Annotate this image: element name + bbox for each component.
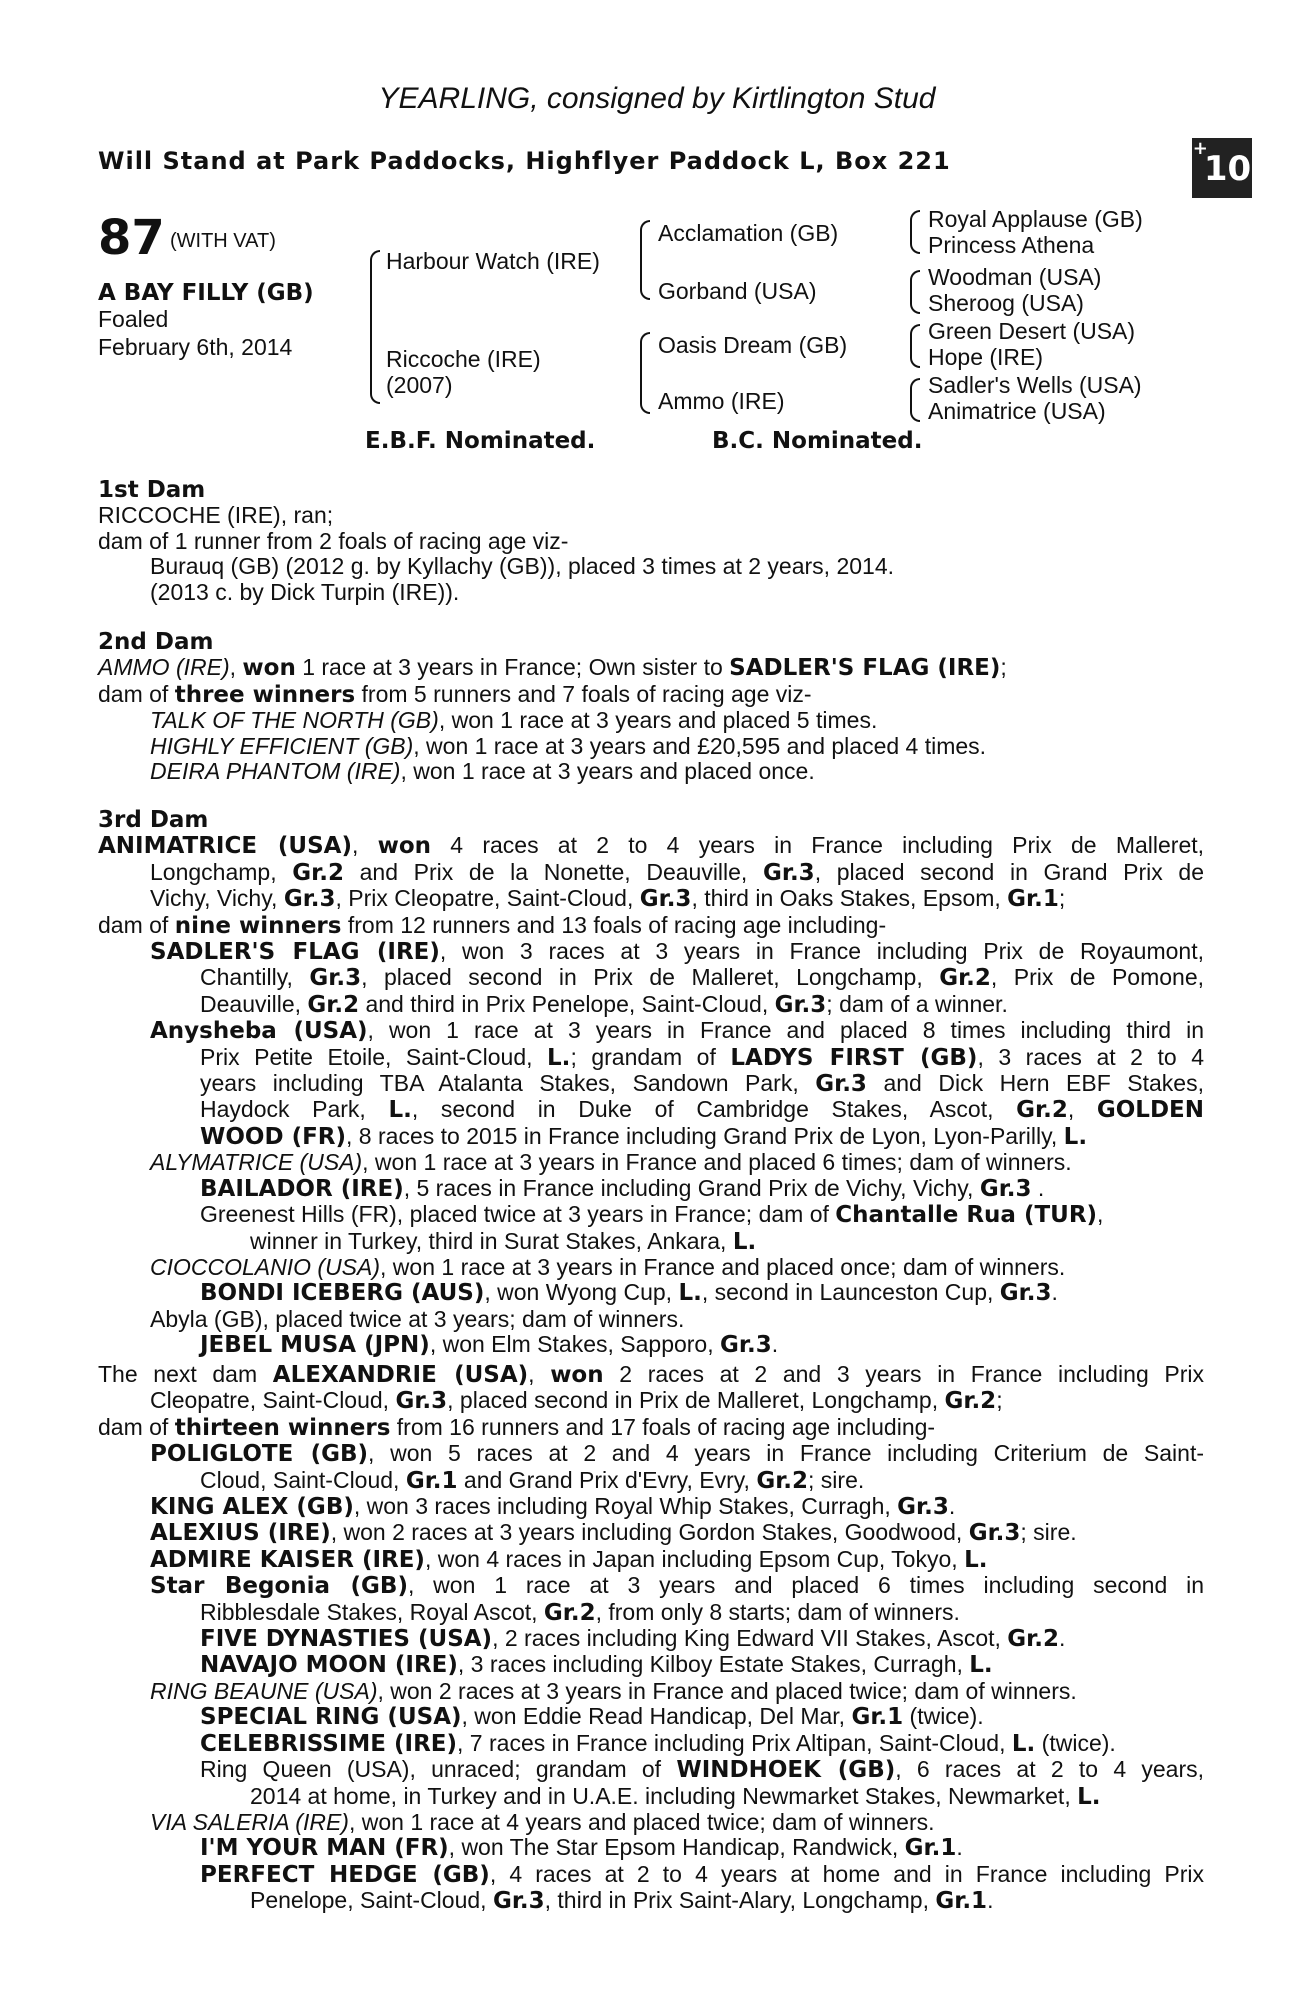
pedigree-g1: Royal Applause (GB) bbox=[928, 206, 1143, 232]
winner-name: TALK OF THE NORTH (GB) bbox=[150, 707, 439, 734]
pedigree-brace-g4 bbox=[910, 378, 920, 422]
next-dam-line bbox=[98, 1415, 1204, 1441]
text-run: and third in Prix Penelope, Saint-Cloud, bbox=[359, 990, 775, 1017]
bold-text: CELEBRISSIME (IRE) bbox=[200, 1730, 458, 1757]
text-run: , 7 races in France including Prix Altipan, Saint-Cloud, bbox=[457, 1729, 1012, 1756]
bold-text: Gr.2 bbox=[307, 991, 360, 1018]
text-run: . bbox=[1058, 1625, 1066, 1652]
text-run: , third in Prix Saint-Alary, Longchamp, bbox=[544, 1887, 936, 1914]
bold-text: L. bbox=[964, 1546, 988, 1573]
bold-text: KING ALEX (GB) bbox=[150, 1494, 354, 1521]
third-dam-line bbox=[98, 1045, 1204, 1071]
text-run: dam of bbox=[98, 911, 175, 938]
text-run: Prix Petite Etoile, Saint-Cloud, bbox=[200, 1043, 548, 1070]
text-run: , second in Duke of Cambridge Stakes, Ascot, bbox=[411, 1096, 1017, 1123]
bold-text: Gr.3 bbox=[492, 1888, 545, 1915]
text-run: . bbox=[1031, 1174, 1045, 1201]
bold-text: Gr.3 bbox=[774, 991, 827, 1018]
text-run: , bbox=[1067, 1096, 1097, 1123]
first-dam-line: Burauq (GB) (2012 g. by Kyllachy (GB)), placed 3 times at 2 years, 2014. bbox=[150, 553, 895, 580]
second-dam-heading: 2nd Dam bbox=[98, 629, 214, 655]
bold-text: thirteen winners bbox=[174, 1414, 391, 1441]
text-run: dam of bbox=[98, 1413, 175, 1440]
text-run: , won The Star Epsom Handicap, Randwick, bbox=[448, 1834, 905, 1861]
next-dam-line bbox=[98, 1679, 1204, 1704]
bold-text: Gr.3 bbox=[720, 1332, 772, 1359]
next-dam-line bbox=[98, 1520, 1204, 1546]
text-run: ; dam of a winner. bbox=[826, 990, 1008, 1017]
third-dam-line bbox=[98, 1150, 1204, 1175]
bold-text: Gr.3 bbox=[763, 859, 815, 886]
bold-text: Star Begonia (GB) bbox=[150, 1573, 408, 1600]
text-run: , won 1 race at 3 years and placed 6 times including second in bbox=[407, 1572, 1204, 1599]
third-dam-line bbox=[98, 1176, 1204, 1202]
pedigree-g5: Green Desert (USA) bbox=[928, 318, 1136, 344]
bold-text: POLIGLOTE (GB) bbox=[150, 1441, 369, 1468]
text-run: , 4 races at 2 to 4 years at home and in France including Prix bbox=[489, 1860, 1205, 1887]
bold-text: Gr.2 bbox=[756, 1467, 809, 1494]
bold-text: BAILADOR (IRE) bbox=[200, 1175, 404, 1202]
bold-text: Gr.3 bbox=[815, 1071, 867, 1098]
text-run: , won 1 race at 4 years and placed twice; dam of winners. bbox=[348, 1808, 935, 1835]
first-dam-line: (2013 c. by Dick Turpin (IRE)). bbox=[150, 578, 460, 605]
next-dam-line bbox=[98, 1388, 1204, 1414]
pedigree-brace-sire bbox=[640, 220, 650, 300]
text-run: , bbox=[1097, 1201, 1104, 1228]
text-run: , 8 races to 2015 in France including Grand Prix de Lyon, Lyon-Parilly, bbox=[346, 1122, 1064, 1149]
winner-text: , won 1 race at 3 years and placed once. bbox=[400, 758, 815, 785]
text-run: Ring Queen (USA), unraced; grandam of bbox=[200, 1756, 677, 1783]
lot-name: A BAY FILLY (GB) bbox=[98, 280, 314, 306]
third-dam-line bbox=[98, 860, 1204, 886]
text-run: , 5 races in France including Grand Prix de Vichy, Vichy, bbox=[403, 1174, 980, 1201]
bold-text: won bbox=[550, 1362, 604, 1388]
text-run: Chantilly, bbox=[200, 964, 310, 991]
bold-text: L. bbox=[732, 1228, 757, 1255]
text-run: ; sire. bbox=[808, 1466, 865, 1493]
third-dam-line bbox=[98, 1280, 1204, 1306]
ebf-nominated: E.B.F. Nominated. bbox=[365, 428, 596, 454]
bold-text: Gr.2 bbox=[543, 1599, 596, 1626]
bold-text: Gr.3 bbox=[309, 965, 362, 992]
first-dam-line: dam of 1 runner from 2 foals of racing age viz- bbox=[98, 527, 569, 554]
third-dam-line bbox=[98, 1124, 1204, 1150]
pedigree-g6: Hope (IRE) bbox=[928, 344, 1044, 370]
bold-text: Gr.2 bbox=[1016, 1097, 1068, 1124]
next-dam-line bbox=[98, 1362, 1204, 1388]
bold-text: NAVAJO MOON (IRE) bbox=[200, 1652, 458, 1679]
text-run: , placed second in Prix de Malleret, Longchamp, bbox=[361, 964, 940, 991]
third-dam-line bbox=[98, 913, 1204, 939]
text-run: ; grandam of bbox=[570, 1043, 731, 1070]
text-run: , won Eddie Read Handicap, Del Mar, bbox=[461, 1703, 852, 1730]
bold-text: FIVE DYNASTIES (USA) bbox=[200, 1626, 493, 1653]
text-run: , 2 races including King Edward VII Stakes, Ascot, bbox=[492, 1625, 1008, 1652]
pedigree-sire: Harbour Watch (IRE) bbox=[386, 248, 600, 274]
third-dam-line bbox=[98, 1071, 1204, 1097]
bold-text: Gr.3 bbox=[968, 1520, 1021, 1547]
pedigree-dam-dam: Ammo (IRE) bbox=[658, 388, 785, 414]
text-run: , second in Launceston Cup, bbox=[701, 1279, 1000, 1306]
won-label: won bbox=[242, 655, 296, 682]
third-dam-line bbox=[98, 939, 1204, 965]
bold-text: PERFECT HEDGE (GB) bbox=[200, 1861, 490, 1888]
second-dam-section: 2nd Dam AMMO (IRE), won 1 race at 3 years in France; Own sister to SADLER'S FLAG (IRE); dam of three winners from 5 runners and 7 foals of racing age viz- TALK OF THE NORTH (GB), won 1 race at 3 years and placed 5 times. HIGHLY EFFICIENT (GB), won 1 race at 3 years and £20,595 and placed 4 times. DEIRA PHANTOM (IRE), won 1 race at 3 years and placed once. bbox=[98, 630, 1204, 784]
text-run: , bbox=[528, 1361, 551, 1387]
bold-text: Gr.1 bbox=[405, 1467, 458, 1494]
next-dam-line bbox=[98, 1784, 1204, 1810]
pedigree-dam-year: (2007) bbox=[386, 372, 453, 398]
text-run: , won 4 races in Japan including Epsom Cup, Tokyo, bbox=[424, 1545, 965, 1572]
second-dam-text: 1 race at 3 years in France; Own sister to bbox=[295, 654, 730, 681]
second-dam-text: from 5 runners and 7 foals of racing age viz- bbox=[355, 680, 812, 707]
next-dam-line bbox=[98, 1704, 1204, 1730]
first-dam-heading: 1st Dam bbox=[98, 477, 206, 503]
next-dam-line bbox=[98, 1494, 1204, 1520]
third-dam-line bbox=[98, 1202, 1204, 1228]
vat-label: (WITH VAT) bbox=[170, 230, 276, 252]
text-run: , placed second in Prix de Malleret, Longchamp, bbox=[447, 1387, 945, 1414]
text-run: , won 2 races at 3 years including Gordon Stakes, Goodwood, bbox=[330, 1519, 969, 1546]
third-dam-line bbox=[98, 1229, 1204, 1255]
third-dam-line bbox=[98, 965, 1204, 991]
pedigree-brace-dam bbox=[640, 332, 650, 414]
third-dam-line bbox=[98, 1255, 1204, 1280]
bold-text: Gr.1 bbox=[851, 1704, 904, 1731]
bold-text: L. bbox=[1077, 1783, 1101, 1810]
bold-text: WINDHOEK (GB) bbox=[676, 1757, 896, 1784]
foaled-label: Foaled bbox=[98, 306, 169, 332]
next-dam-line bbox=[98, 1888, 1204, 1914]
third-dam-line bbox=[98, 1307, 1204, 1332]
text-run: . bbox=[771, 1331, 779, 1358]
three-winners: three winners bbox=[174, 681, 356, 708]
bold-text: Gr.3 bbox=[999, 1280, 1052, 1307]
text-run: ; bbox=[1058, 885, 1066, 912]
text-run: Longchamp, bbox=[150, 858, 293, 885]
text-run: Haydock Park, bbox=[200, 1096, 389, 1123]
text-run: and Grand Prix d'Evry, Evry, bbox=[457, 1466, 757, 1493]
pedigree-g4: Sheroog (USA) bbox=[928, 290, 1084, 316]
bold-text: Chantalle Rua (TUR) bbox=[835, 1202, 1098, 1229]
italic-text: ALYMATRICE (USA) bbox=[150, 1149, 363, 1176]
bold-text: Gr.3 bbox=[639, 886, 692, 913]
next-dam-line bbox=[98, 1468, 1204, 1494]
text-run: , won 5 races at 2 and 4 years in France including Criterium de Saint- bbox=[368, 1440, 1204, 1467]
text-run: . bbox=[1051, 1279, 1058, 1306]
second-dam-name: AMMO (IRE) bbox=[98, 654, 230, 681]
italic-text: CIOCCOLANIO (USA) bbox=[150, 1253, 381, 1280]
text-run: , won Elm Stakes, Sapporo, bbox=[429, 1331, 721, 1358]
text-run: . bbox=[948, 1493, 956, 1520]
text-run: Cleopatre, Saint-Cloud, bbox=[150, 1387, 396, 1414]
next-dam-line bbox=[98, 1573, 1204, 1599]
text-run: (twice). bbox=[1035, 1729, 1116, 1756]
bc-nominated: B.C. Nominated. bbox=[712, 428, 923, 454]
text-run: , 3 races at 2 to 4 bbox=[977, 1043, 1204, 1070]
next-dam-line bbox=[98, 1441, 1204, 1467]
badge-number: 10 bbox=[1203, 149, 1252, 189]
text-run: 4 races at 2 to 4 years in France including Prix de Malleret, bbox=[431, 832, 1205, 859]
next-dam-line bbox=[98, 1810, 1204, 1835]
bold-text: L. bbox=[1063, 1123, 1088, 1150]
text-run: , won 2 races at 3 years in France and placed twice; dam of winners. bbox=[377, 1677, 1077, 1704]
text-run: winner in Turkey, third in Surat Stakes, Ankara, bbox=[250, 1227, 733, 1254]
page-title: YEARLING, consigned by Kirtlington Stud bbox=[378, 82, 936, 115]
third-dam-line bbox=[98, 886, 1204, 912]
third-dam-section bbox=[98, 808, 1204, 1359]
winner-name: HIGHLY EFFICIENT (GB) bbox=[150, 732, 414, 759]
own-sister-name: SADLER'S FLAG (IRE) bbox=[729, 655, 1001, 682]
text-run: , 3 races including Kilboy Estate Stakes, Curragh, bbox=[457, 1651, 970, 1678]
bold-text: Gr.3 bbox=[897, 1494, 949, 1521]
pedigree-g8: Animatrice (USA) bbox=[928, 398, 1106, 424]
bold-text: SADLER'S FLAG (IRE) bbox=[150, 939, 440, 966]
italic-text: RING BEAUNE (USA) bbox=[150, 1677, 378, 1704]
text-run: Penelope, Saint-Cloud, bbox=[250, 1887, 493, 1914]
pedigree-sire-sire: Acclamation (GB) bbox=[658, 220, 839, 246]
text-run: and Prix de la Nonette, Deauville, bbox=[343, 858, 763, 885]
third-dam-line bbox=[98, 833, 1204, 859]
text-run: 2 races at 2 and 3 years in France including Prix bbox=[603, 1361, 1205, 1387]
text-run: Deauville, bbox=[200, 990, 308, 1017]
pedigree-g3: Woodman (USA) bbox=[928, 264, 1102, 290]
text-run: , won 1 race at 3 years in France and placed 8 times including third in bbox=[367, 1017, 1205, 1044]
text-run: Greenest Hills (FR), placed twice at 3 years in France; dam of bbox=[200, 1201, 836, 1228]
pedigree-dam-sire: Oasis Dream (GB) bbox=[658, 332, 848, 358]
next-dam-line bbox=[98, 1600, 1204, 1626]
text-run: , won Wyong Cup, bbox=[484, 1279, 679, 1306]
bold-text: ALEXANDRIE (USA) bbox=[272, 1362, 529, 1388]
pedigree-g2: Princess Athena bbox=[928, 232, 1095, 258]
next-dam-line bbox=[98, 1652, 1204, 1678]
pedigree-g7: Sadler's Wells (USA) bbox=[928, 372, 1142, 398]
text-run: . bbox=[987, 1887, 994, 1914]
bold-text: GOLDEN bbox=[1096, 1097, 1205, 1124]
text-run: Abyla (GB), placed twice at 3 years; dam of winners. bbox=[150, 1305, 685, 1332]
text-run: ; sire. bbox=[1020, 1519, 1077, 1546]
pedigree-brace-g2 bbox=[910, 270, 920, 314]
text-run: , placed second in Grand Prix de bbox=[814, 858, 1204, 885]
text-run: Cloud, Saint-Cloud, bbox=[200, 1466, 406, 1493]
pedigree-sire-dam: Gorband (USA) bbox=[658, 278, 817, 304]
third-dam-line bbox=[98, 1018, 1204, 1044]
bold-text: JEBEL MUSA (JPN) bbox=[200, 1332, 430, 1359]
text-run: , Prix de Pomone, bbox=[990, 964, 1204, 991]
text-run: Ribblesdale Stakes, Royal Ascot, bbox=[200, 1598, 544, 1625]
bold-text: Gr.3 bbox=[979, 1175, 1032, 1202]
bold-text: LADYS FIRST (GB) bbox=[730, 1044, 978, 1071]
second-dam-text: ; bbox=[1000, 654, 1007, 681]
text-run: , Prix Cleopatre, Saint-Cloud, bbox=[335, 885, 640, 912]
text-run: and Dick Hern EBF Stakes, bbox=[866, 1070, 1204, 1097]
text-run: Vichy, Vichy, bbox=[150, 885, 284, 912]
next-dam-line bbox=[98, 1626, 1204, 1652]
pedigree-brace-g3 bbox=[910, 324, 920, 368]
next-dam-line bbox=[98, 1757, 1204, 1783]
bold-text: nine winners bbox=[174, 912, 342, 939]
bold-text: Gr.2 bbox=[292, 859, 344, 886]
bold-text: L. bbox=[678, 1280, 702, 1307]
bold-text: won bbox=[377, 833, 432, 860]
bold-text: L. bbox=[388, 1097, 412, 1124]
text-run: . bbox=[956, 1834, 963, 1861]
stand-location: Will Stand at Park Paddocks, Highflyer Paddock L, Box 221 bbox=[98, 147, 951, 175]
second-dam-text: dam of bbox=[98, 680, 175, 707]
pedigree-brace-g1 bbox=[910, 210, 920, 254]
third-dam-line bbox=[98, 1097, 1204, 1123]
bold-text: ALEXIUS (IRE) bbox=[150, 1520, 331, 1547]
text-run: , bbox=[351, 832, 378, 859]
text-run: 2014 at home, in Turkey and in U.A.E. including Newmarket Stakes, Newmarket, bbox=[250, 1782, 1078, 1809]
bold-text: Anysheba (USA) bbox=[150, 1018, 368, 1045]
text-run: , from only 8 starts; dam of winners. bbox=[595, 1598, 960, 1625]
winner-name: DEIRA PHANTOM (IRE) bbox=[150, 758, 401, 785]
winner-text: , won 1 race at 3 years and £20,595 and placed 4 times. bbox=[413, 732, 987, 759]
bold-text: Gr.2 bbox=[1007, 1626, 1059, 1653]
bold-text: SPECIAL RING (USA) bbox=[200, 1704, 462, 1731]
text-run: , won 3 races including Royal Whip Stakes, Curragh, bbox=[353, 1493, 898, 1520]
pedigree-dam: Riccoche (IRE) bbox=[386, 346, 541, 372]
bold-text: I'M YOUR MAN (FR) bbox=[200, 1835, 449, 1862]
bold-text: L. bbox=[547, 1044, 571, 1071]
bold-text: Gr.3 bbox=[283, 886, 336, 913]
next-dam-line bbox=[98, 1835, 1204, 1861]
pedigree-brace-main bbox=[370, 250, 380, 404]
first-dam-line: RICCOCHE (IRE), ran; bbox=[98, 502, 334, 529]
bold-text: Gr.3 bbox=[395, 1388, 448, 1415]
bold-text: L. bbox=[969, 1652, 993, 1679]
foaled-date: February 6th, 2014 bbox=[98, 334, 293, 360]
text-run: from 16 runners and 17 foals of racing age including- bbox=[390, 1413, 936, 1440]
bold-text: BONDI ICEBERG (AUS) bbox=[200, 1280, 485, 1307]
bold-text: Gr.1 bbox=[904, 1835, 957, 1862]
badge-plus: + bbox=[1192, 138, 1208, 159]
bold-text: ADMIRE KAISER (IRE) bbox=[150, 1546, 425, 1573]
bold-text: L. bbox=[1011, 1730, 1036, 1757]
lot-badge bbox=[1192, 138, 1252, 198]
bold-text: Gr.1 bbox=[1007, 886, 1059, 913]
next-dam-section bbox=[98, 1362, 1204, 1915]
text-run: , won 1 race at 3 years in France and placed once; dam of winners. bbox=[380, 1253, 1066, 1280]
bold-text: WOOD (FR) bbox=[200, 1123, 347, 1150]
text-run: , won 1 race at 3 years in France and placed 6 times; dam of winners. bbox=[362, 1149, 1072, 1176]
text-run: from 12 runners and 13 foals of racing age including- bbox=[341, 911, 887, 938]
text-run: , 6 races at 2 to 4 years, bbox=[895, 1756, 1204, 1783]
third-dam-line bbox=[98, 992, 1204, 1018]
third-dam-heading: 3rd Dam bbox=[98, 807, 209, 833]
next-dam-line bbox=[98, 1862, 1204, 1888]
next-dam-line bbox=[98, 1731, 1204, 1757]
text-run: ; bbox=[996, 1387, 1003, 1414]
first-dam-section bbox=[98, 478, 1204, 605]
third-dam-line bbox=[98, 1332, 1204, 1358]
text-run: (twice). bbox=[903, 1703, 984, 1730]
bold-text: Gr.2 bbox=[944, 1388, 997, 1415]
text-run: , won 3 races at 3 years in France including Prix de Royaumont, bbox=[439, 938, 1204, 965]
winner-text: , won 1 race at 3 years and placed 5 times. bbox=[438, 707, 878, 734]
lot-number: 87 bbox=[98, 210, 165, 266]
bold-text: Gr.1 bbox=[935, 1888, 988, 1915]
text-run: The next dam bbox=[98, 1361, 273, 1387]
text-run: , third in Oaks Stakes, Epsom, bbox=[691, 885, 1008, 912]
next-dam-line bbox=[98, 1547, 1204, 1573]
bold-text: ANIMATRICE (USA) bbox=[98, 833, 352, 860]
text-run: years including TBA Atalanta Stakes, Sandown Park, bbox=[200, 1070, 816, 1097]
italic-text: VIA SALERIA (IRE) bbox=[150, 1808, 349, 1835]
bold-text: Gr.2 bbox=[939, 965, 991, 992]
